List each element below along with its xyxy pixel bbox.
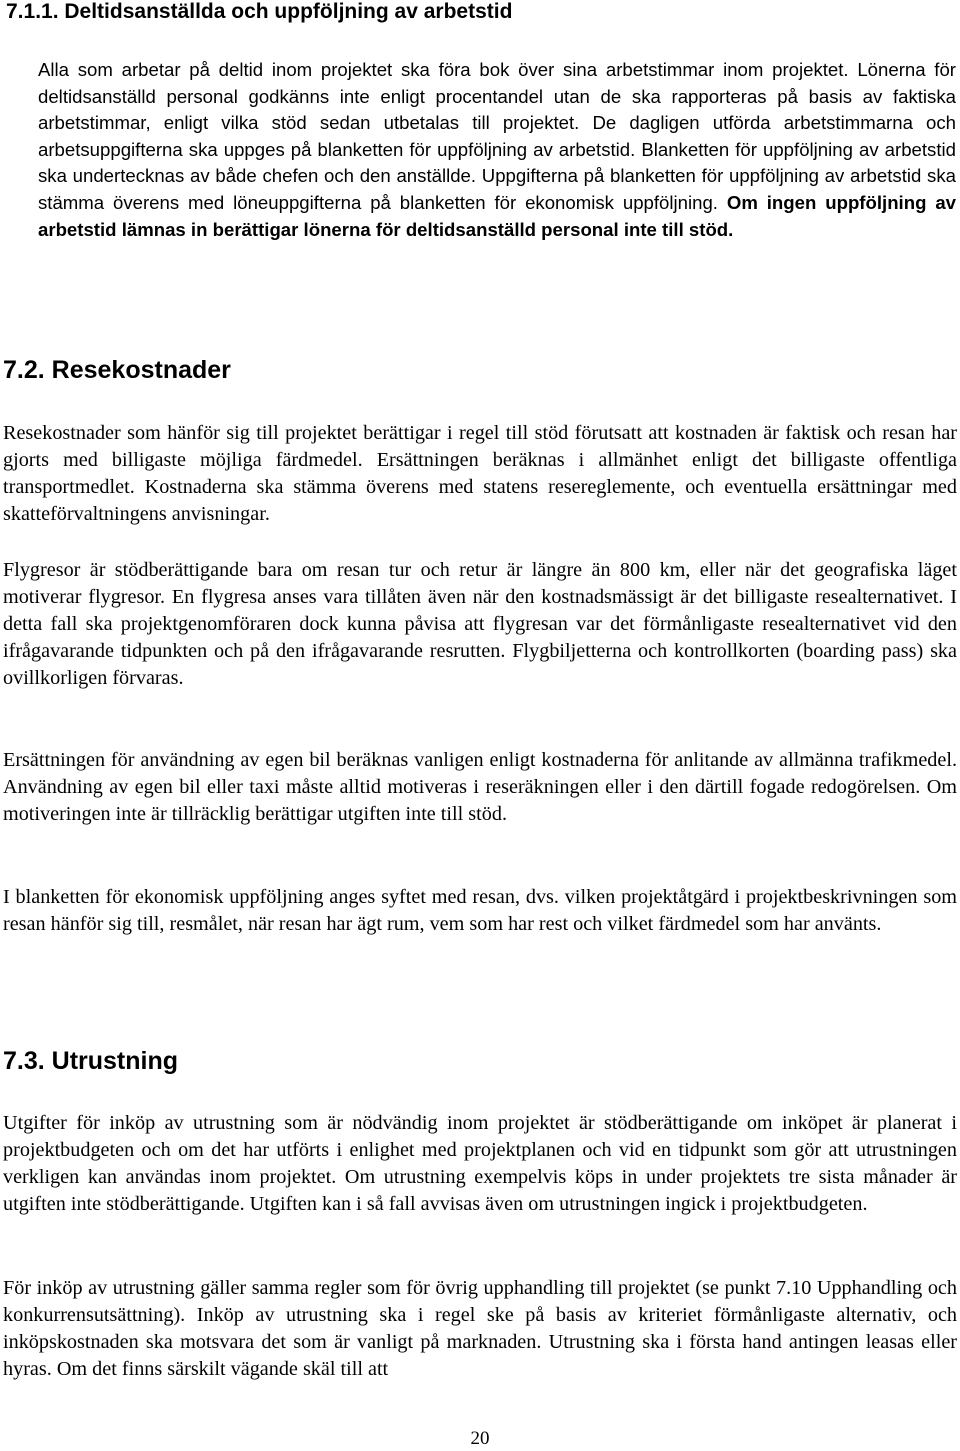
section-72-paragraph-3: Ersättningen för användning av egen bil beräknas vanligen enligt kostnaderna för anlitande av allmänna trafikmedel. Användning av egen bil eller taxi måste alltid motiveras i reseräkningen eller i den därtill fogade redogörelsen. Om motiveringen inte är tillräcklig berättigar utgiften inte till stöd. xyxy=(3,749,957,826)
section-711-text: Alla som arbetar på deltid inom projektet ska föra bok över sina arbetstimmar inom projektet. Lönerna för deltidsanställd personal godkänns inte enligt procentandel utan de ska rapporteras på basis av faktiska arbetstimmar, enligt vilka stöd sedan utbetalas till projektet. De dagligen utförda arbetstimmarna och arbetsuppgifterna ska uppges på blanketten för uppföljning av arbetstid. Blanketten för uppföljning av arbetstid ska undertecknas av både chefen och den anställde. Uppgifterna på blanketten för uppföljning av arbetstid ska stämma överens med löneuppgifterna på blanketten för ekonomisk uppföljning. xyxy=(38,59,956,213)
page-number: 20 xyxy=(470,1428,490,1449)
section-711-bold-text: Om ingen uppföljning av arbetstid lämnas in berättigar lönerna för deltidsanställd personal inte till stöd. xyxy=(38,191,957,240)
section-73-paragraph-2: För inköp av utrustning gäller samma regler som för övrig upphandling till projektet (se punkt 7.10 Upphandling och konkurrensutsättning). Inköp av utrustning ska i regel ske på basis av kriteriet förmånligaste alternativ, och inköpskostnaden ska motsvara det som är vanligt på marknaden. Utrustning ska i första hand antingen leasas eller hyras. Om det finns särskilt vägande skäl till att xyxy=(3,1277,957,1381)
section-72-heading: 7.2. Resekostnader xyxy=(3,356,231,384)
section-72-paragraph-1: Resekostnader som hänför sig till projektet berättigar i regel till stöd förutsatt att kostnaden är faktisk och resan har gjorts med billigaste möjliga färdmedel. Ersättningen beräknas i allmänhet enligt det billigaste offentliga transportmedlet. Kostnaderna ska stämma överens med statens resereglemente, och eventuella ersättningar med skatteförvaltningens anvisningar. xyxy=(3,422,957,526)
section-711-body xyxy=(38,57,956,243)
section-73-paragraph-1: Utgifter för inköp av utrustning som är nödvändig inom projektet är stödberättigande om inköpet är planerat i projektbudgeten och om det har utförts i enlighet med projektplanen och vid en tidpunkt som gör att utrustningen verkligen kan användas inom projektet. Om utrustning exempelvis köps in under projektets tre sista månader är utgiften inte stödberättigande. Utgiften kan i så fall avvisas även om utrustningen ingick i projektbudgeten. xyxy=(3,1112,957,1216)
section-73-heading: 7.3. Utrustning xyxy=(3,1047,179,1075)
section-711-paragraph xyxy=(38,57,956,243)
section-711-heading: 7.1.1. Deltidsanställda och uppföljning av arbetstid xyxy=(6,0,513,23)
section-72-paragraph-2: Flygresor är stödberättigande bara om resan tur och retur är längre än 800 km, eller när det geografiska läget motiverar flygresor. En flygresa anses vara tillåten även när den kostnadsmässigt är det billigaste resealternativet. I detta fall ska projektgenomföraren dock kunna påvisa att flygresan var det förmånligaste resealternativet vid den ifrågavarande tidpunkten och på den ifrågavarande resrutten. Flygbiljetterna och kontrollkorten (boarding pass) ska ovillkorligen förvaras. xyxy=(3,559,957,690)
section-72-paragraph-4: I blanketten för ekonomisk uppföljning anges syftet med resan, dvs. vilken projektåtgärd i projektbeskrivningen som resan hänför sig till, resmålet, när resan har ägt rum, vem som har rest och vilket färdmedel som har använts. xyxy=(3,886,957,936)
